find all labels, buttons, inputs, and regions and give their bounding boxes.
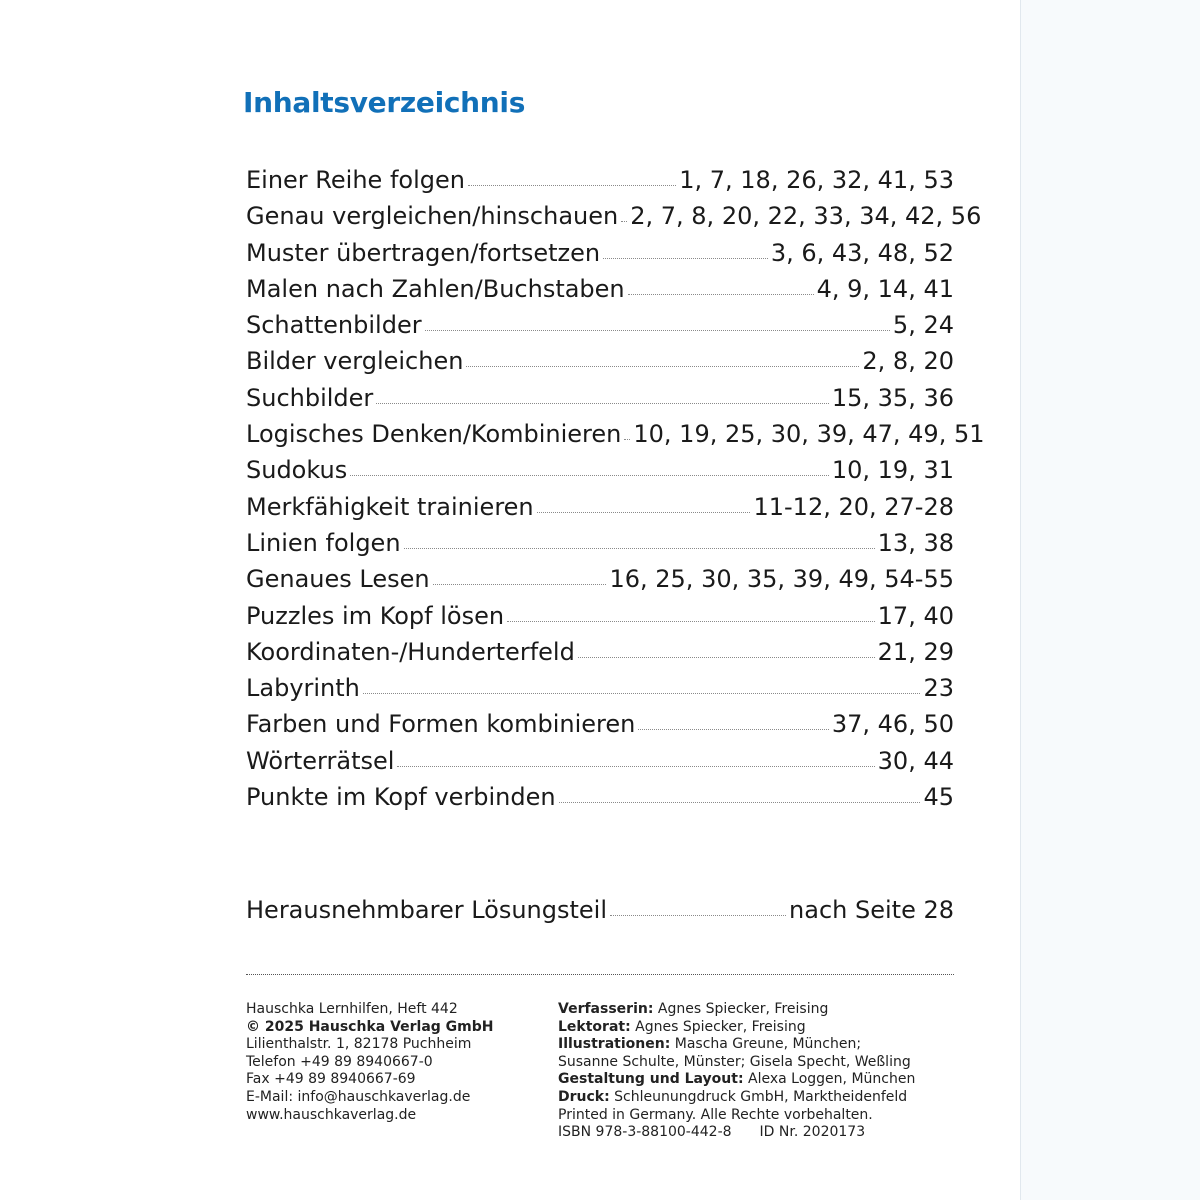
toc-row[interactable] [246, 743, 954, 779]
illustrations-label: Illustrationen: [558, 1036, 671, 1053]
dot-leader [603, 258, 768, 259]
toc-pages: 30, 44 [877, 746, 954, 775]
toc-row[interactable] [246, 271, 954, 307]
toc-label: Einer Reihe folgen [246, 166, 465, 194]
isbn-line [558, 1124, 968, 1142]
author-label: Verfasserin: [558, 1001, 654, 1017]
toc-row[interactable] [246, 452, 954, 488]
toc-label: Sudokus [246, 456, 348, 485]
toc-label: Logisches Denken/Kombinieren [246, 420, 622, 449]
website-link[interactable]: www.hauschkaverlag.de [246, 1106, 417, 1123]
dot-leader [638, 729, 829, 730]
editor-label: Lektorat: [558, 1018, 631, 1035]
print-credit [558, 1089, 968, 1107]
dotted-divider [246, 974, 954, 975]
toc-row[interactable] [246, 307, 954, 343]
page-edge [1020, 0, 1200, 1200]
design-label: Gestaltung und Layout: [558, 1071, 744, 1088]
toc-pages: 11-12, 20, 27-28 [753, 492, 954, 521]
toc-pages: 23 [923, 674, 954, 703]
toc-pages: 13, 38 [877, 528, 954, 557]
series-text: Hauschka Lernhilfen, Heft 442 [246, 1001, 458, 1017]
design-credit [558, 1071, 968, 1089]
dot-leader [537, 512, 751, 513]
editor-credit [558, 1019, 968, 1037]
toc-row[interactable] [246, 598, 954, 634]
isbn-text: ISBN 978-3-88100-442-8 [558, 1124, 732, 1141]
toc-pages: 3, 6, 43, 48, 52 [770, 238, 954, 267]
toc-row[interactable] [246, 235, 954, 271]
dot-leader [404, 548, 875, 549]
toc-label: Schattenbilder [246, 311, 422, 340]
toc-label: Wörterrätsel [246, 746, 395, 775]
illustrations-value: Mascha Greune, München; [670, 1036, 862, 1053]
toc-label: Muster übertragen/fortsetzen [246, 238, 601, 267]
toc-pages: 45 [923, 783, 954, 812]
toc-pages: 15, 35, 36 [831, 383, 954, 412]
toc-row[interactable] [246, 634, 954, 670]
dot-leader [468, 185, 676, 186]
dot-leader [578, 657, 875, 658]
address-text: Lilienthalstr. 1, 82178 Puchheim [246, 1036, 472, 1053]
dot-leader [507, 621, 875, 622]
email-link[interactable]: E-Mail: info@hauschkaverlag.de [246, 1088, 471, 1105]
toc-row[interactable] [246, 343, 954, 379]
dot-leader [397, 766, 874, 767]
design-value: Alexa Loggen, München [743, 1071, 916, 1088]
toc-label: Suchbilder [246, 383, 374, 412]
toc-row[interactable] [246, 670, 954, 706]
toc-pages: 2, 7, 8, 20, 22, 33, 34, 42, 56 [630, 202, 982, 231]
print-value: Schleunungdruck GmbH, Marktheidenfeld [609, 1088, 908, 1105]
toc-label: Merkfähigkeit trainieren [246, 492, 534, 521]
dot-leader [376, 403, 829, 404]
toc-pages: 5, 24 [892, 311, 954, 340]
toc-pages: 16, 25, 30, 35, 39, 49, 54-55 [609, 565, 954, 594]
toc-row[interactable] [246, 198, 982, 234]
rights-text: Printed in Germany. Alle Rechte vorbehalten. [558, 1106, 873, 1123]
toc-label: Labyrinth [246, 674, 360, 703]
illustrations-credit-cont: Susanne Schulte, Münster; Gisela Specht, Weßling [558, 1053, 911, 1070]
dot-leader [628, 294, 814, 295]
toc-label: Linien folgen [246, 528, 401, 557]
toc-pages: 4, 9, 14, 41 [816, 274, 954, 303]
solution-section [246, 892, 954, 928]
dot-leader [425, 330, 890, 331]
toc-row[interactable] [246, 706, 954, 742]
toc-pages: 10, 19, 25, 30, 39, 47, 49, 51 [633, 420, 985, 449]
imprint-publisher [246, 1001, 536, 1124]
author-credit [558, 1001, 968, 1019]
toc-label: Punkte im Kopf verbinden [246, 783, 556, 812]
toc-pages: 10, 19, 31 [831, 456, 954, 485]
toc-row[interactable] [246, 525, 954, 561]
toc-pages: 2, 8, 20 [862, 347, 954, 376]
phone-text: Telefon +49 89 8940667-0 [246, 1053, 433, 1070]
toc-row[interactable] [246, 489, 954, 525]
toc-pages: 37, 46, 50 [831, 710, 954, 739]
dot-leader [466, 366, 859, 367]
solution-row[interactable] [246, 892, 954, 928]
table-of-contents [246, 162, 985, 815]
illustrations-credit [558, 1036, 968, 1054]
toc-label: Puzzles im Kopf lösen [246, 601, 505, 630]
author-value: Agnes Spiecker, Freising [653, 1001, 829, 1017]
toc-row[interactable] [246, 162, 954, 198]
dot-leader [350, 475, 829, 476]
copyright-text: © 2025 Hauschka Verlag GmbH [246, 1018, 494, 1035]
print-label: Druck: [558, 1088, 610, 1105]
toc-row[interactable] [246, 380, 954, 416]
dot-leader [621, 221, 627, 222]
toc-pages: 1, 7, 18, 26, 32, 41, 53 [679, 166, 954, 194]
editor-value: Agnes Spiecker, Freising [630, 1018, 806, 1035]
toc-row[interactable] [246, 416, 985, 452]
toc-label: Genau vergleichen/hinschauen [246, 202, 619, 231]
solution-pages: nach Seite 28 [789, 896, 954, 924]
dot-leader [363, 693, 921, 694]
fax-text: Fax +49 89 8940667-69 [246, 1071, 416, 1088]
toc-label: Koordinaten-/Hunderterfeld [246, 637, 575, 666]
dot-leader [624, 439, 630, 440]
toc-row[interactable] [246, 779, 954, 815]
toc-label: Genaues Lesen [246, 565, 430, 594]
solution-label: Herausnehmbarer Lösungsteil [246, 896, 608, 924]
toc-row[interactable] [246, 561, 954, 597]
toc-label: Malen nach Zahlen/Buchstaben [246, 274, 625, 303]
dot-leader [610, 915, 786, 916]
dot-leader [433, 584, 607, 585]
id-number-text: ID Nr. 2020173 [759, 1124, 866, 1141]
toc-label: Bilder vergleichen [246, 347, 464, 376]
imprint-credits [558, 1001, 968, 1142]
toc-pages: 21, 29 [877, 637, 954, 666]
page-title: Inhaltsverzeichnis [243, 86, 526, 119]
toc-label: Farben und Formen kombinieren [246, 710, 636, 739]
dot-leader [559, 802, 921, 803]
toc-pages: 17, 40 [877, 601, 954, 630]
